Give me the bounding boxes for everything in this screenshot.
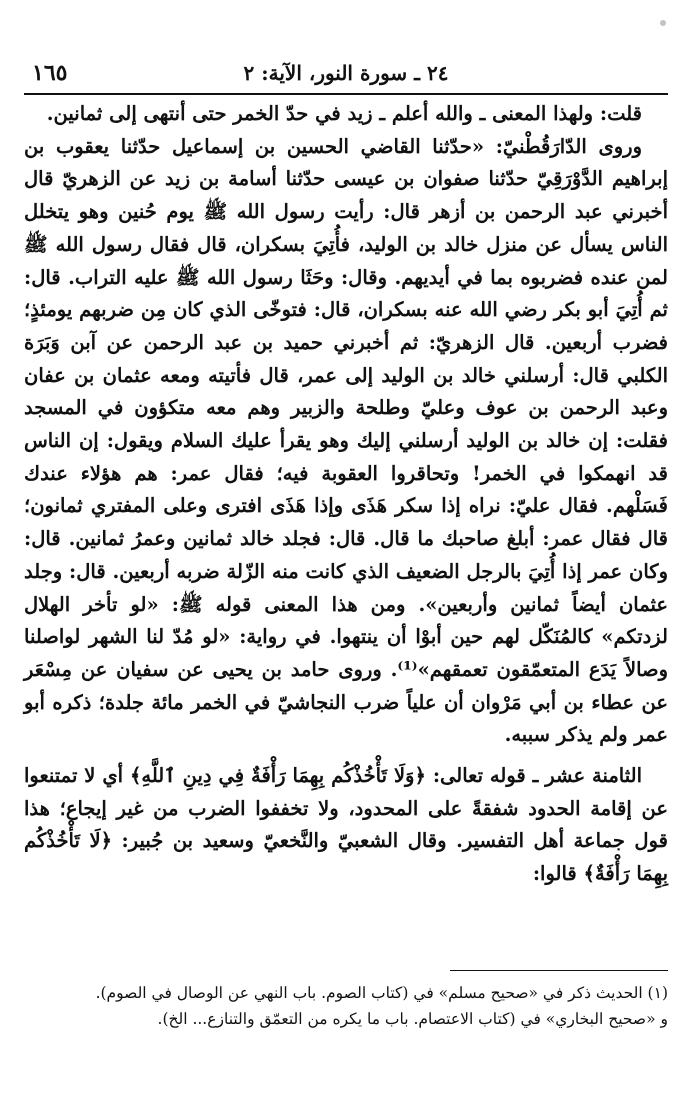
main-text — [24, 98, 668, 891]
footnote-line: و «صحيح البخاري» في (كتاب الاعتصام. باب ما يكره من التعمّق والتنازع... الخ). — [157, 1010, 668, 1028]
page-number: ١٦٥ — [32, 60, 68, 86]
paragraph: قلت: ولهذا المعنى ـ والله أعلم ـ زيد في حدّ الخمر حتى أنتهى إلى ثمانين. — [46, 102, 642, 125]
footnote-line: (١) الحديث ذكر في «صحيح مسلم» في (كتاب الصوم. باب النهي عن الوصال في الصوم). — [95, 984, 668, 1002]
running-header — [24, 58, 668, 94]
paragraph: وروى الدّارَقُطْنيّ: «حدّثنا القاضي الحسين بن إسماعيل حدّثنا يعقوب بن إبراهيم الدَّوْرَقِيّ حدّثنا صفوان بن عيسى حدّثنا أسامة بن زيد عن الزهريّ قال أخبرني عبد الرحمن بن أزهر قال: رأيت رسول الله ﷺ يوم حُنين وهو يتخلل الناس يسأل عن منزل خالد بن الوليد، فأُتِيَ بسكران، قال فقال رسول الله ﷺ لمن عنده فضربوه بما في أيديهم. وقال: وحَثَا رسول الله ﷺ عليه التراب. قال: ثم أُتِيَ أبو بكر رضي الله عنه بسكران، قال: فتوخّى الذي كان مِن ضربهم يومئذٍ؛ فضرب أربعين. قال الزهريّ: ثم أخبرني حميد بن عبد الرحمن عن آبن وَبَرَة الكلبي قال: أرسلني خالد بن الوليد إلى عمر، قال فأتيته ومعه عثمان بن عفان وعبد الرحمن بن عوف وعليّ وطلحة والزبير وهم معه متكؤون في المسجد فقلت: إن خالد بن الوليد أرسلني إليك وهو يقرأ عليك السلام ويقول: إن الناس قد انهمكوا في الخمر! وتحاقروا العقوبة فيه؛ فقال عمر: هم هؤلاء عندك فَسَلْهم. فقال عليّ: نراه إذا سكر هَذَى وإذا هَذَى افترى وعلى المفتري ثمانون؛ قال فقال عمر: أبلغ صاحبك ما قال. قال: فجلد خالد ثمانين وعمرُ ثمانين. قال: وكان عمر إذا أُتِيَ بالرجل الضعيف الذي كانت منه الزّلة ضربه أربعين. قال: وجلد عثمان أيضاً ثمانين وأربعين». ومن هذا المعنى قوله ﷺ: «لو تأخر الهلال لزدتكم» كالمُنَكّل لهم حين أبوْا أن ينتهوا. في رواية: «لو مُدّ لنا الشهر لواصلنا وصالاً يَدَع المتعمّقون تعمقهم»⁽¹⁾. وروى حامد بن يحيى عن سفيان عن مِسْعَر عن عطاء بن أبي مَرْوان أن علياً ضرب النجاشيّ في الخمر مائة جلدة؛ ذكره أبو عمر ولم يذكر سببه. — [24, 134, 668, 747]
footnotes — [24, 980, 668, 1032]
scan-speck — [660, 20, 666, 26]
header-title: ٢٤ ـ سورة النور، الآية: ٢ — [243, 61, 449, 85]
header-rule — [24, 93, 668, 95]
paragraph: الثامنة عشر ـ قوله تعالى: ﴿وَلَا تَأْخُذْكُم بِهِمَا رَأْفَةٌ فِي دِينِ ٱللَّهِ﴾ أي لا تمتنعوا عن إقامة الحدود شفقةً على المحدود، ولا تخففوا الضرب من غير إيجاع؛ هذا قول جماعة أهل التفسير. وقال الشعبيّ والنَّخعيّ وسعيد بن جُبير: ﴿لَا تَأْخُذْكُم بِهِمَا رَأْفَةٌ﴾ قالوا: — [24, 764, 668, 886]
footnote-rule — [450, 970, 668, 971]
